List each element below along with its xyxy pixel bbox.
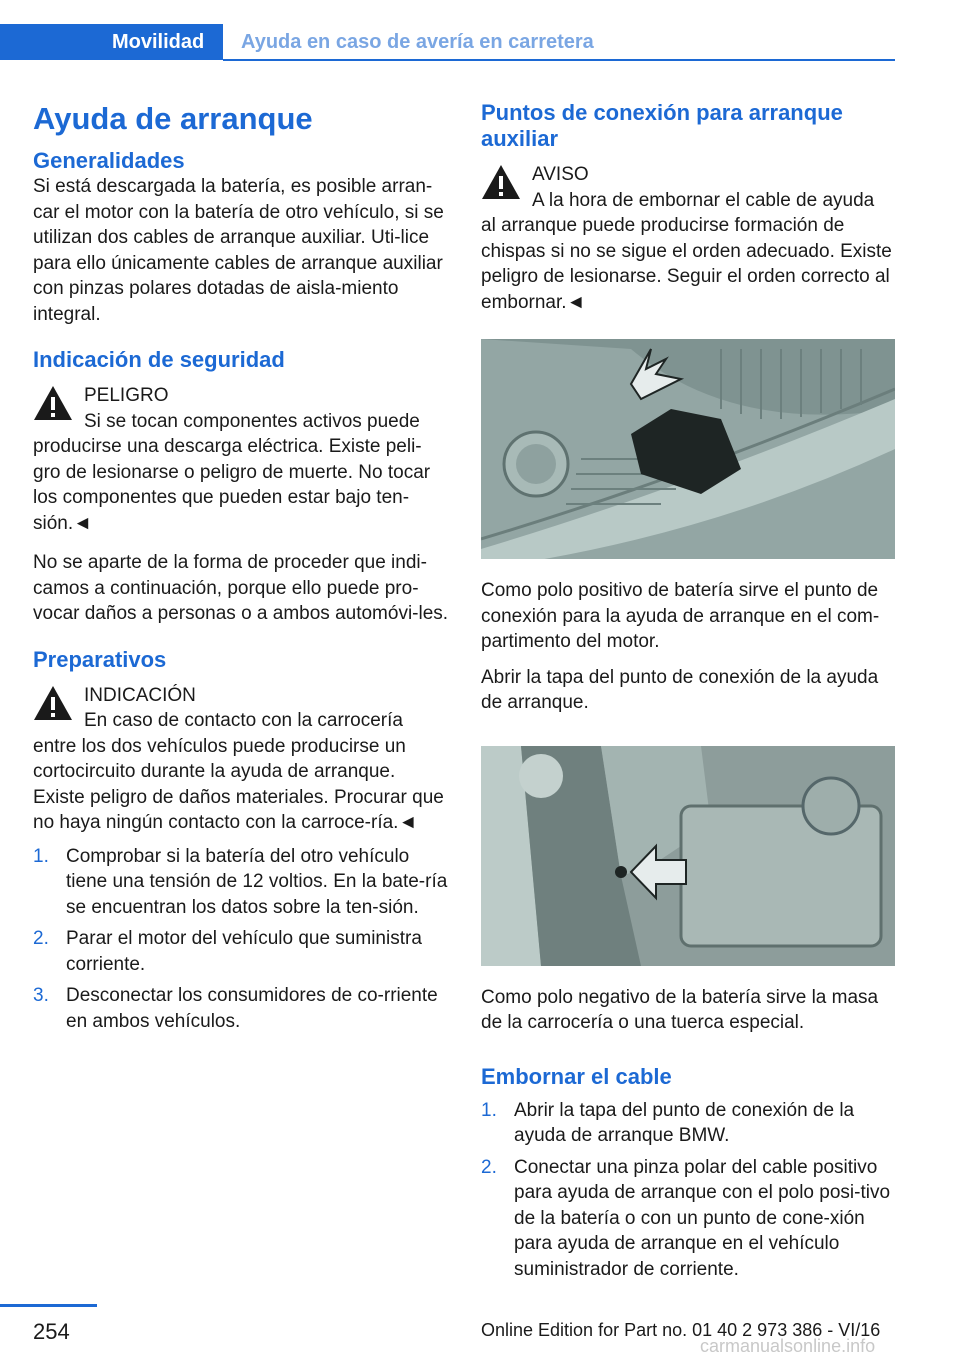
- warning-triangle-icon: [33, 685, 73, 721]
- list-item: 3. Desconectar los consumidores de co-rriente en ambos vehículos.: [33, 985, 438, 1032]
- general-text: Si está descargada la batería, es posible arran-car el motor con la batería de otro vehículo, si se utilizan dos cables de arranque auxiliar. Uti-lice para ello únicamente cables de arranque auxiliar con pinzas polares dotadas de aisla-miento integral.: [33, 176, 444, 325]
- right-column: [481, 100, 895, 1288]
- caption-negative: Como polo negativo de la batería sirve la masa de la carrocería o una tuerca especial.: [481, 986, 879, 1033]
- engine-bay-photo-positive: [481, 339, 895, 559]
- warning-text: al arranque puede producirse formación de chispas si no se sigue el orden adecuado. Existe peligro de lesionarse. Seguir el orden correcto al embornar.◄: [481, 215, 892, 313]
- safety-text: No se aparte de la forma de proceder que indi-camos a continuación, porque ello puede pro-vocar daños a personas o a ambos automóvi-les.: [33, 552, 449, 624]
- notice-warning: [33, 683, 449, 836]
- safety-heading: Indicación de seguridad: [33, 347, 285, 372]
- warning-title: INDICACIÓN: [84, 684, 196, 706]
- caption-open-cover: Abrir la tapa del punto de conexión de la ayuda de arranque.: [481, 666, 879, 713]
- connect-steps: [481, 1098, 895, 1283]
- prep-heading: Preparativos: [33, 646, 167, 672]
- list-item: 1. Abrir la tapa del punto de conexión de la ayuda de arranque BMW.: [481, 1099, 855, 1146]
- page-number: 254: [33, 1319, 70, 1344]
- warning-text: entre los dos vehículos puede producirse un cortocircuito durante la ayuda de arranque. Existe peligro de daños materiales. Procurar que no haya ningún contacto con la carroce-ría.◄: [33, 735, 444, 833]
- caption-positive: Como polo positivo de batería sirve el punto de conexión para la ayuda de arranque en el com-partimento del motor.: [481, 580, 880, 652]
- warning-title: AVISO: [532, 164, 589, 185]
- general-heading: Generalidades: [33, 148, 185, 173]
- danger-warning: [33, 383, 449, 536]
- warning-first-line: En caso de contacto con la carrocería: [84, 710, 403, 731]
- warning-first-line: A la hora de embornar el cable de ayuda: [532, 189, 875, 211]
- warning-triangle-icon: [33, 385, 73, 421]
- caution-warning: [481, 162, 895, 315]
- points-heading: Puntos de conexión para arranque auxiliar: [481, 100, 843, 151]
- warning-first-line: Si se tocan componentes activos puede: [84, 410, 420, 432]
- page-header: [0, 24, 895, 62]
- page-title: Ayuda de arranque: [33, 101, 313, 136]
- connect-heading: Embornar el cable: [481, 1063, 672, 1089]
- list-item: 1. Comprobar si la batería del otro vehículo tiene una tensión de 12 voltios. En la bate-ría se encuentran los datos sobre la ten-sión.: [33, 845, 448, 918]
- footer-rule: [0, 1304, 97, 1307]
- prep-steps: [33, 844, 449, 1035]
- edition-text: Online Edition for Part no. 01 40 2 973 386 - VI/16: [481, 1320, 881, 1340]
- section-tab[interactable]: [0, 24, 223, 60]
- section-label: Movilidad: [112, 31, 205, 53]
- list-item: 2. Parar el motor del vehículo que suministra corriente.: [33, 928, 422, 975]
- warning-triangle-icon: [481, 164, 521, 200]
- left-column: [33, 100, 449, 1040]
- warning-text: producirse una descarga eléctrica. Existe peli-gro de lesionarse o peligro de muerte. No tocar los componentes que pueden estar bajo ten-sión.◄: [33, 436, 431, 534]
- chapter-label[interactable]: Ayuda en caso de avería en carretera: [241, 31, 594, 53]
- watermark: carmanualsonline.info: [700, 1336, 876, 1356]
- header-rule: [223, 59, 895, 61]
- list-item: 2. Conectar una pinza polar del cable positivo para ayuda de arranque con el polo posi-tivo de la batería o con un punto de cone-xión para ayuda de arranque en el vehículo suministrador de corriente.: [481, 1156, 891, 1280]
- warning-title: PELIGRO: [84, 385, 169, 406]
- engine-bay-photo-negative: [481, 746, 895, 966]
